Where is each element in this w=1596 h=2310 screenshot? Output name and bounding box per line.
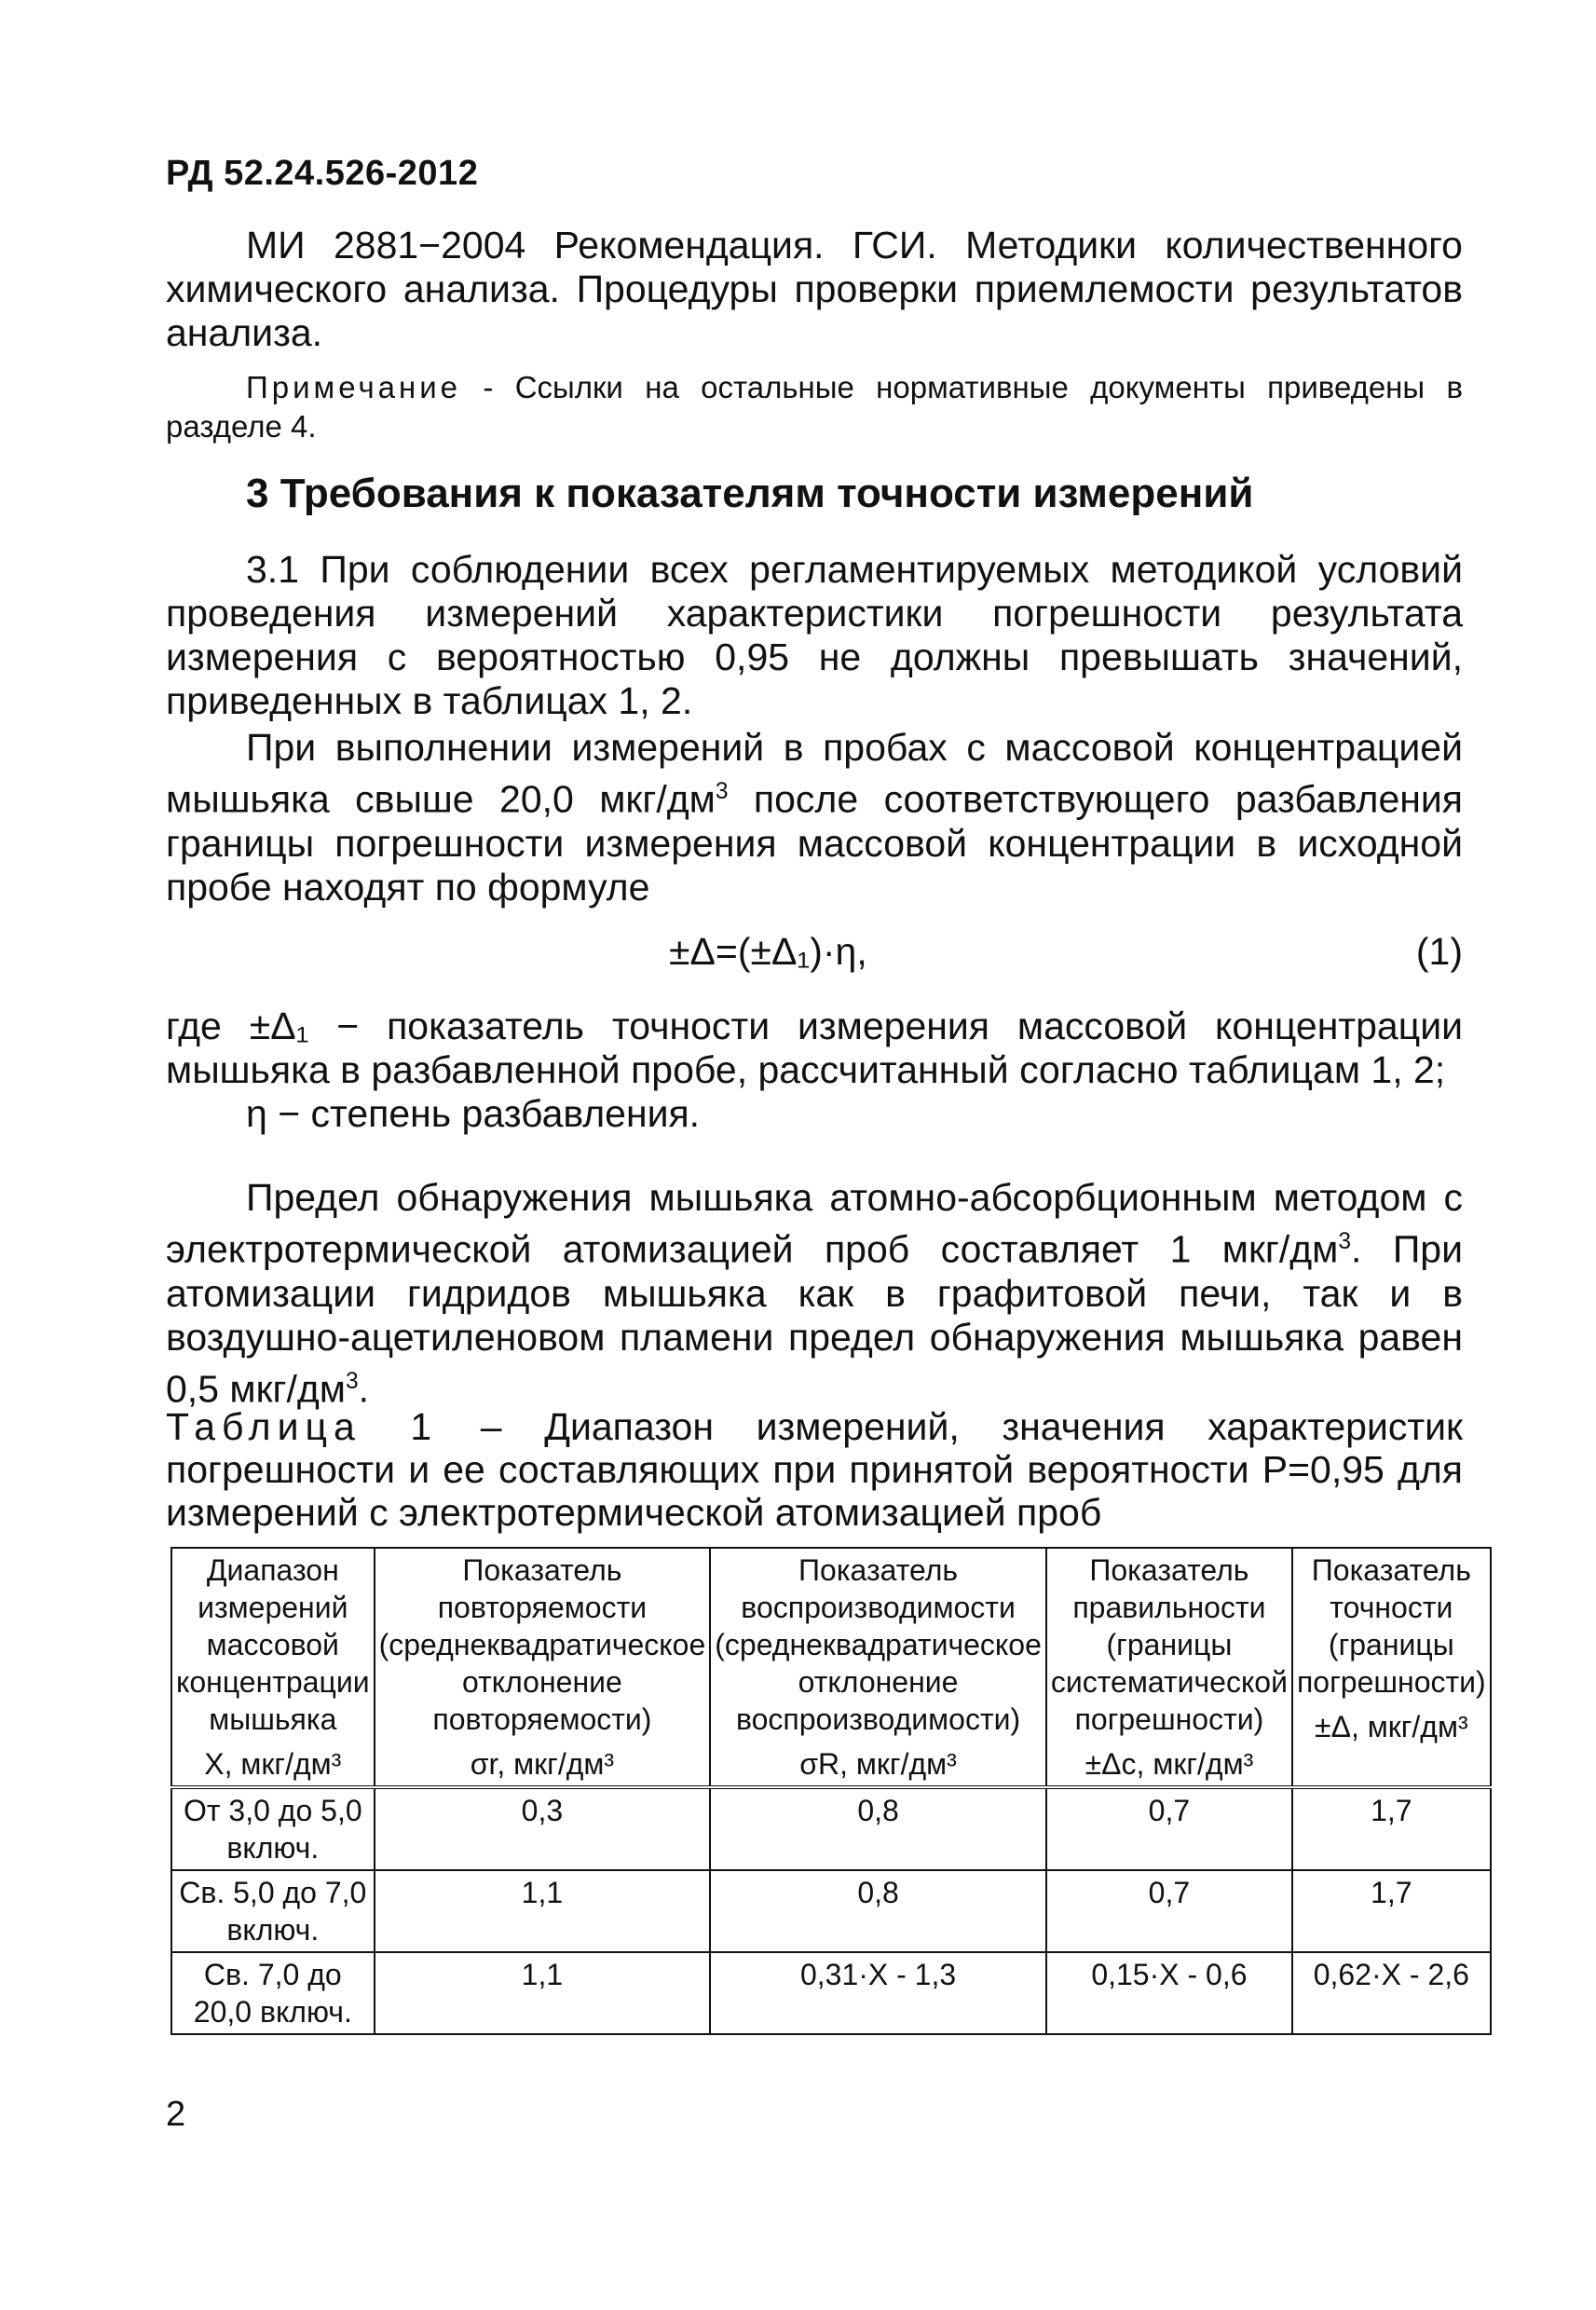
formula-legend xyxy=(166,1005,1463,1092)
note-label: Примечание xyxy=(246,370,462,404)
section-body xyxy=(166,548,1463,909)
section-heading: 3 Требования к показателям точности измерений xyxy=(246,471,1254,516)
header-main: Показатель правильности (границы систематической погрешности) xyxy=(1050,1553,1288,1736)
detection-text-c: . xyxy=(358,1367,370,1411)
detection-text-b: . При атомизации гидридов мышьяка как в графитовой печи, так и в воздушно-ацетиленовом пламени предел обнаружения мышьяка равен 0,5 мкг/дм xyxy=(166,1227,1463,1411)
header-reproducibility xyxy=(710,1548,1046,1787)
header-main: Показатель воспроизводимости (среднеквадратическое отклонение воспроизводимости) xyxy=(715,1553,1042,1736)
legend-eta: η − степень разбавления. xyxy=(246,1092,701,1135)
header-main: Показатель точности (границы погрешности) xyxy=(1296,1553,1486,1699)
superscript-3: 3 xyxy=(1338,1229,1352,1254)
cell-sigma-r: 1,1 xyxy=(375,1952,711,2034)
header-unit: ±Δc, мкг/дм³ xyxy=(1084,1747,1254,1781)
formula: ±Δ=(±Δ₁)·η, xyxy=(669,930,867,973)
detection-text-a: Предел обнаружения мышьяка атомно-абсорбционным методом с электротермической атомизацией проб составляет 1 мкг/дм xyxy=(166,1176,1463,1271)
header-main: Диапазон измерений массовой концентрации мышьяка xyxy=(176,1553,370,1736)
table-row xyxy=(171,1870,1491,1952)
note-text: - Ссылки на остальные нормативные документы приведены в разделе 4. xyxy=(166,370,1463,444)
cell-sigma-R: 0,8 xyxy=(710,1870,1046,1952)
cell-range: Св. 5,0 до 7,0 включ. xyxy=(171,1870,375,1952)
cell-sigma-R: 0,31·X - 1,3 xyxy=(710,1952,1046,2034)
table-row xyxy=(171,1787,1491,1870)
cell-delta: 1,7 xyxy=(1292,1870,1491,1952)
header-accuracy xyxy=(1292,1548,1491,1787)
header-range xyxy=(171,1548,375,1787)
reference-entry xyxy=(166,224,1463,355)
detection-limit xyxy=(166,1176,1463,1411)
page-number: 2 xyxy=(166,2095,186,2134)
document-id: РД 52.24.526-2012 xyxy=(166,154,479,193)
header-trueness xyxy=(1046,1548,1292,1787)
paragraph-dilution-text-a: При выполнении измерений в пробах с массовой концентрацией мышьяка свыше 20,0 мкг/дм xyxy=(166,726,1463,821)
legend-delta: где ±Δ₁ − показатель точности измерения массовой концентрации мышьяка в разбавленной пробе, рассчитанный согласно таблицам 1, 2; xyxy=(166,1005,1463,1091)
formula-number: (1) xyxy=(1415,930,1463,973)
header-unit: σR, мкг/дм³ xyxy=(799,1747,957,1781)
table-row xyxy=(171,1952,1491,2034)
cell-sigma-r: 0,3 xyxy=(375,1787,711,1870)
header-unit: X, мкг/дм³ xyxy=(204,1747,342,1781)
superscript-3: 3 xyxy=(715,779,729,804)
accuracy-table xyxy=(171,1547,1492,2035)
header-main: Показатель повторяемости (среднеквадратическое отклонение повторяемости) xyxy=(378,1553,706,1736)
cell-delta: 0,62·X - 2,6 xyxy=(1292,1952,1491,2034)
cell-sigma-r: 1,1 xyxy=(375,1870,711,1952)
cell-delta-c: 0,7 xyxy=(1046,1870,1292,1952)
cell-delta-c: 0,15·X - 0,6 xyxy=(1046,1952,1292,2034)
formula-row xyxy=(166,930,1463,977)
cell-sigma-R: 0,8 xyxy=(710,1787,1046,1870)
header-unit: σr, мкг/дм³ xyxy=(470,1747,615,1781)
paragraph-dilution xyxy=(166,726,1463,909)
header-unit: ±Δ, мкг/дм³ xyxy=(1315,1710,1468,1743)
paragraph-dilution-text-b: после соответствующего разбавления границы погрешности измерения массовой концентрации в исходной пробе находят по формуле xyxy=(166,777,1463,909)
table-caption-text: – Диапазон измерений, значения характеристик погрешности и ее составляющих при принятой вероятности Р=0,95 для измерений с электротермической атомизацией проб xyxy=(166,1405,1463,1534)
table-caption-label: Таблица 1 xyxy=(166,1405,439,1448)
reference-text: МИ 2881−2004 Рекомендация. ГСИ. Методики количественного химического анализа. Процедуры проверки приемлемости результатов анализа. xyxy=(166,224,1463,354)
header-repeatability xyxy=(375,1548,711,1787)
paragraph-detection-limit xyxy=(166,1176,1463,1411)
table-header-row xyxy=(171,1548,1491,1787)
cell-delta-c: 0,7 xyxy=(1046,1787,1292,1870)
cell-range: Св. 7,0 до 20,0 включ. xyxy=(171,1952,375,2034)
table-caption xyxy=(166,1405,1463,1534)
superscript-3: 3 xyxy=(345,1368,359,1394)
cell-range: От 3,0 до 5,0 включ. xyxy=(171,1787,375,1870)
cell-delta: 1,7 xyxy=(1292,1787,1491,1870)
note xyxy=(166,368,1463,446)
paragraph-3-1: 3.1 При соблюдении всех регламентируемых методикой условий проведения измерений характеристики погрешности результата измерения с вероятностью 0,95 не должны превышать значений, приведенных в таблицах 1, 2. xyxy=(166,548,1463,722)
